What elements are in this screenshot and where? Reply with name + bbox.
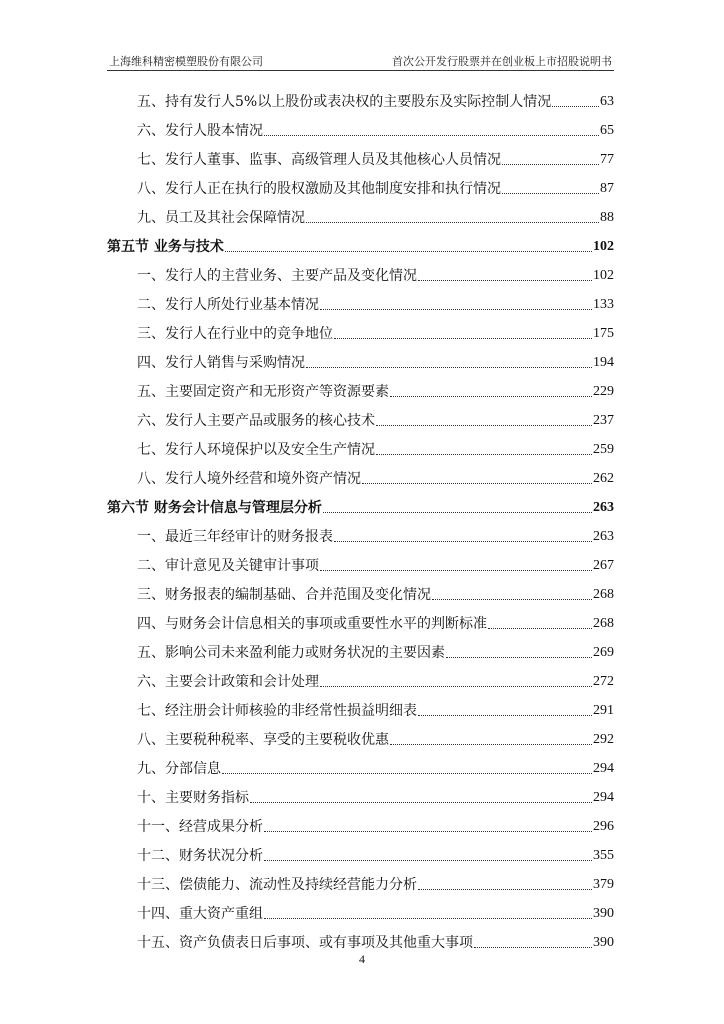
toc-entry[interactable] xyxy=(107,691,614,720)
dot-leader xyxy=(264,831,592,832)
dot-leader xyxy=(264,918,592,919)
toc-entry-page: 194 xyxy=(593,355,614,370)
dot-leader xyxy=(306,367,592,368)
toc-entry-title: 九、员工及其社会保障情况 xyxy=(137,210,305,226)
dot-leader xyxy=(334,338,592,339)
toc-entry-title: 十五、资产负债表日后事项、或有事项及其他重大事项 xyxy=(137,935,473,951)
toc-entry-title: 十三、偿债能力、流动性及持续经营能力分析 xyxy=(137,877,417,893)
toc-entry[interactable] xyxy=(107,314,614,343)
toc-entry-page: 267 xyxy=(593,558,614,573)
toc-entry-title: 第六节 财务会计信息与管理层分析 xyxy=(107,500,322,516)
toc-entry[interactable] xyxy=(107,865,614,894)
toc-entry[interactable] xyxy=(107,198,614,227)
toc-entry-page: 65 xyxy=(600,123,614,138)
dot-leader xyxy=(418,715,592,716)
dot-leader xyxy=(334,541,592,542)
dot-leader xyxy=(390,396,592,397)
document-title: 首次公开发行股票并在创业板上市招股说明书 xyxy=(392,55,612,68)
dot-leader xyxy=(488,628,592,629)
toc-entry[interactable] xyxy=(107,575,614,604)
toc-entry[interactable] xyxy=(107,430,614,459)
toc-entry-title: 六、发行人股本情况 xyxy=(137,123,263,139)
toc-entry-page: 175 xyxy=(593,326,614,341)
toc-entry[interactable] xyxy=(107,836,614,865)
toc-entry-page: 269 xyxy=(593,645,614,660)
toc-entry-page: 229 xyxy=(593,384,614,399)
toc-entry-title: 四、发行人销售与采购情况 xyxy=(137,355,305,371)
toc-entry[interactable] xyxy=(107,401,614,430)
toc-entry[interactable] xyxy=(107,720,614,749)
toc-entry-title: 二、审计意见及关键审计事项 xyxy=(137,558,319,574)
toc-entry[interactable] xyxy=(107,343,614,372)
dot-leader xyxy=(376,454,592,455)
toc-entry-title: 五、持有发行人5%以上股份或表决权的主要股东及实际控制人情况 xyxy=(137,94,552,110)
toc-entry-title: 二、发行人所处行业基本情况 xyxy=(137,297,319,313)
toc-entry-page: 390 xyxy=(593,906,614,921)
toc-entry-title: 六、发行人主要产品或服务的核心技术 xyxy=(137,413,375,429)
toc-entry-page: 102 xyxy=(593,239,614,254)
dot-leader xyxy=(418,889,592,890)
toc-entry-title: 七、经注册会计师核验的非经常性损益明细表 xyxy=(137,703,417,719)
toc-entry-title: 七、发行人董事、监事、高级管理人员及其他核心人员情况 xyxy=(137,152,501,168)
toc-entry-page: 263 xyxy=(593,529,614,544)
toc-section-entry[interactable] xyxy=(107,227,614,256)
toc-section-entry[interactable] xyxy=(107,488,614,517)
toc-entry-page: 294 xyxy=(593,790,614,805)
toc-entry-title: 八、主要税种税率、享受的主要税收优惠 xyxy=(137,732,389,748)
toc-entry-title: 五、主要固定资产和无形资产等资源要素 xyxy=(137,384,389,400)
toc-entry[interactable] xyxy=(107,546,614,575)
toc-entry-page: 88 xyxy=(600,210,614,225)
toc-entry-title: 六、主要会计政策和会计处理 xyxy=(137,674,319,690)
dot-leader xyxy=(502,193,599,194)
toc-entry[interactable] xyxy=(107,111,614,140)
toc-entry[interactable] xyxy=(107,604,614,633)
dot-leader xyxy=(320,686,592,687)
toc-entry-page: 133 xyxy=(593,297,614,312)
toc-entry-page: 272 xyxy=(593,674,614,689)
toc-entry-title: 九、分部信息 xyxy=(137,761,221,777)
dot-leader xyxy=(502,164,599,165)
toc-entry[interactable] xyxy=(107,256,614,285)
toc-entry-page: 390 xyxy=(593,935,614,950)
toc-entry-title: 三、财务报表的编制基础、合并范围及变化情况 xyxy=(137,587,431,603)
toc-entry-title: 七、发行人环境保护以及安全生产情况 xyxy=(137,442,375,458)
dot-leader xyxy=(376,425,592,426)
dot-leader xyxy=(446,657,592,658)
toc-entry-page: 237 xyxy=(593,413,614,428)
toc-entry-page: 102 xyxy=(593,268,614,283)
toc-entry-title: 十四、重大资产重组 xyxy=(137,906,263,922)
dot-leader xyxy=(390,744,592,745)
toc-entry[interactable] xyxy=(107,517,614,546)
toc-entry-title: 第五节 业务与技术 xyxy=(107,239,224,255)
toc-entry[interactable] xyxy=(107,923,614,952)
dot-leader xyxy=(418,280,592,281)
toc-entry-title: 一、最近三年经审计的财务报表 xyxy=(137,529,333,545)
toc-entry-title: 十二、财务状况分析 xyxy=(137,848,263,864)
toc-entry-title: 十一、经营成果分析 xyxy=(137,819,263,835)
toc-entry-title: 十、主要财务指标 xyxy=(137,790,249,806)
toc-entry[interactable] xyxy=(107,807,614,836)
toc-entry-page: 259 xyxy=(593,442,614,457)
toc-entry-page: 268 xyxy=(593,616,614,631)
toc-entry[interactable] xyxy=(107,140,614,169)
dot-leader xyxy=(306,222,599,223)
table-of-contents xyxy=(107,82,614,952)
toc-entry[interactable] xyxy=(107,169,614,198)
toc-entry[interactable] xyxy=(107,372,614,401)
toc-entry[interactable] xyxy=(107,662,614,691)
page-header xyxy=(107,52,614,71)
dot-leader xyxy=(320,309,592,310)
toc-entry-title: 一、发行人的主营业务、主要产品及变化情况 xyxy=(137,268,417,284)
dot-leader xyxy=(250,802,592,803)
dot-leader xyxy=(474,947,592,948)
toc-entry-page: 77 xyxy=(600,152,614,167)
toc-entry-page: 63 xyxy=(600,94,614,109)
toc-entry[interactable] xyxy=(107,285,614,314)
toc-entry-page: 294 xyxy=(593,761,614,776)
toc-entry-page: 268 xyxy=(593,587,614,602)
toc-entry[interactable] xyxy=(107,894,614,923)
toc-entry-title: 五、影响公司未来盈利能力或财务状况的主要因素 xyxy=(137,645,445,661)
toc-entry-page: 263 xyxy=(593,500,614,515)
dot-leader xyxy=(432,599,592,600)
toc-entry-title: 四、与财务会计信息相关的事项或重要性水平的判断标准 xyxy=(137,616,487,632)
company-name: 上海维科精密模塑股份有限公司 xyxy=(109,55,263,68)
toc-entry-page: 292 xyxy=(593,732,614,747)
toc-entry-page: 262 xyxy=(593,471,614,486)
dot-leader xyxy=(362,483,592,484)
toc-entry[interactable] xyxy=(107,778,614,807)
page-number: 4 xyxy=(359,952,365,966)
dot-leader xyxy=(225,251,592,252)
toc-entry-page: 379 xyxy=(593,877,614,892)
toc-entry[interactable] xyxy=(107,749,614,778)
toc-entry[interactable] xyxy=(107,459,614,488)
toc-entry-page: 291 xyxy=(593,703,614,718)
toc-entry-page: 355 xyxy=(593,848,614,863)
toc-entry-page: 87 xyxy=(600,181,614,196)
toc-entry[interactable] xyxy=(107,82,614,111)
dot-leader xyxy=(552,106,599,107)
dot-leader xyxy=(222,773,592,774)
toc-entry-page: 296 xyxy=(593,819,614,834)
dot-leader xyxy=(320,570,592,571)
toc-entry-title: 三、发行人在行业中的竞争地位 xyxy=(137,326,333,342)
toc-entry-title: 八、发行人境外经营和境外资产情况 xyxy=(137,471,361,487)
dot-leader xyxy=(264,135,599,136)
dot-leader xyxy=(264,860,592,861)
toc-entry-title: 八、发行人正在执行的股权激励及其他制度安排和执行情况 xyxy=(137,181,501,197)
dot-leader xyxy=(323,512,592,513)
toc-entry[interactable] xyxy=(107,633,614,662)
